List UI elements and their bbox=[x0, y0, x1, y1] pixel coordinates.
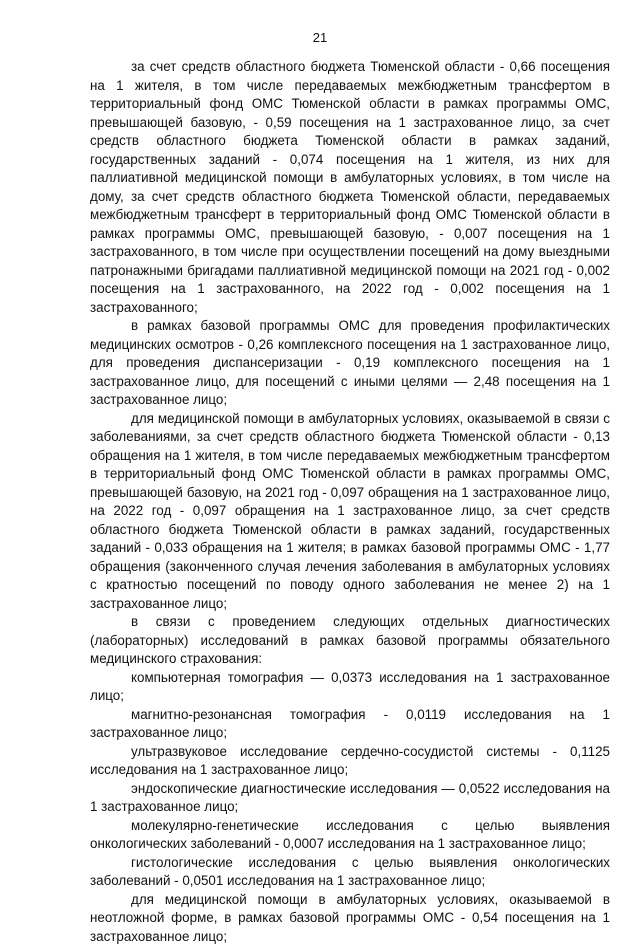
paragraph-histology: гистологические исследования с целью выявления онкологических заболеваний - 0,0501 исследования на 1 застрахованное лицо; bbox=[90, 854, 610, 891]
paragraph-regional-budget-visits: за счет средств областного бюджета Тюменской области - 0,66 посещения на 1 жителя, в том числе передаваемых межбюджетным трансфертом в территориальный фонд ОМС Тюменской области в рамках программы ОМС, превышающей базовую, - 0,59 посещения на 1 застрахованное лицо, за счет средств областного бюджета Тюменской области в рамках заданий, государственных заданий - 0,074 посещения на 1 жителя, из них для паллиативной медицинской помощи в амбулаторных условиях, в том числе на дому, за счет средств областного бюджета Тюменской области, передаваемых межбюджетным трансферт в территориальный фонд ОМС Тюменской области в рамках программы ОМС, превышающей базовую, - 0,007 посещения на 1 застрахованного, в том числе при осуществлении посещений на дому выездными патронажными бригадами паллиативной медицинской помощи на 2021 год - 0,002 посещения на 1 застрахованного, на 2022 год - 0,002 посещения на 1 застрахованного; bbox=[90, 58, 610, 317]
paragraph-mri: магнитно-резонансная томография - 0,0119 исследования на 1 застрахованное лицо; bbox=[90, 706, 610, 743]
paragraph-ct: компьютерная томография — 0,0373 исследования на 1 застрахованное лицо; bbox=[90, 669, 610, 706]
paragraph-molecular-genetic: молекулярно-генетические исследования с целью выявления онкологических заболеваний - 0,0007 исследования на 1 застрахованное лицо; bbox=[90, 817, 610, 854]
paragraph-disease-appeals: для медицинской помощи в амбулаторных условиях, оказываемой в связи с заболеваниями, за счет средств областного бюджета Тюменской области - 0,13 обращения на 1 жителя, в том числе передаваемых межбюджетным трансфертом в территориальный фонд ОМС Тюменской области в рамках программы ОМС, превышающей базовую, на 2021 год - 0,097 обращения на 1 застрахованное лицо, на 2022 год - 0,097 обращения на 1 застрахованное лицо, за счет средств областного бюджета Тюменской области в рамках заданий, государственных заданий - 0,033 обращения на 1 жителя; в рамках базовой программы ОМС - 1,77 обращения (законченного случая лечения заболевания в амбулаторных условиях с кратностью посещений по поводу одного заболевания не менее 2) на 1 застрахованное лицо; bbox=[90, 410, 610, 614]
paragraph-endoscopy: эндоскопические диагностические исследования — 0,0522 исследования на 1 застрахованное лицо; bbox=[90, 780, 610, 817]
page-number: 21 bbox=[0, 30, 640, 46]
document-body bbox=[90, 58, 610, 946]
paragraph-diagnostic-intro: в связи с проведением следующих отдельных диагностических (лабораторных) исследований в рамках базовой программы обязательного медицинского страхования: bbox=[90, 613, 610, 669]
paragraph-urgent-care: для медицинской помощи в амбулаторных условиях, оказываемой в неотложной форме, в рамках базовой программы ОМС - 0,54 посещения на 1 застрахованное лицо; bbox=[90, 891, 610, 946]
paragraph-preventive-exams: в рамках базовой программы ОМС для проведения профилактических медицинских осмотров - 0,26 комплексного посещения на 1 застрахованное лицо, для проведения диспансеризации - 0,19 комплексного посещения на 1 застрахованное лицо, для посещений с иными целями — 2,48 посещения на 1 застрахованное лицо; bbox=[90, 317, 610, 410]
paragraph-ultrasound: ультразвуковое исследование сердечно-сосудистой системы - 0,1125 исследования на 1 застрахованное лицо; bbox=[90, 743, 610, 780]
